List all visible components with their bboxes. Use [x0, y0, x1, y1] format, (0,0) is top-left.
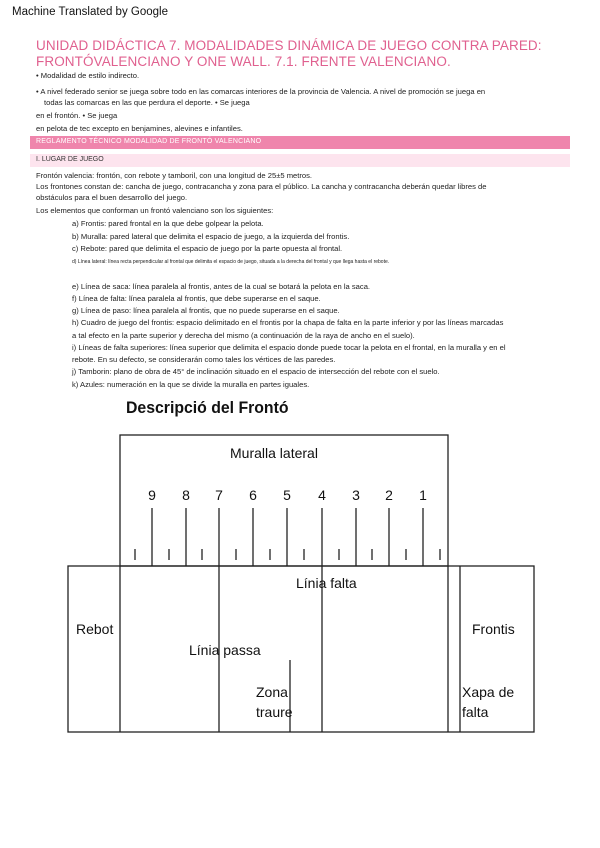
- list-item-j: j) Tamborin: plano de obra de 45° de inclinación situado en el espacio de intersección del rebote con el suelo.: [72, 367, 440, 376]
- paragraph-constan-line-2: obstáculos para el buen desarrollo del juego.: [36, 193, 188, 202]
- linia-passa-label: Línia passa: [189, 642, 261, 658]
- number-label: 2: [385, 487, 393, 503]
- paragraph-fronton: Frontón valencia: frontón, con rebote y tamboril, con una longitud de 25±5 metros.: [36, 171, 313, 180]
- falta-label: falta: [462, 704, 489, 720]
- xapa-label: Xapa de: [462, 684, 515, 700]
- zona-label: Zona: [256, 684, 288, 700]
- bullet-style: • Modalidad de estilo indirecto.: [36, 71, 140, 80]
- muralla-lateral-label: Muralla lateral: [230, 445, 318, 461]
- number-label: 5: [283, 487, 291, 503]
- linia-falta-label: Línia falta: [296, 575, 357, 591]
- list-item-b: b) Muralla: pared lateral que delimita el espacio de juego, a la izquierda del frontis.: [72, 232, 350, 241]
- number-label: 4: [318, 487, 326, 503]
- list-item-a: a) Frontis: pared frontal en la que debe golpear la pelota.: [72, 219, 264, 228]
- list-item-g: g) Línea de paso: línea paralela al frontis, que no puede superarse en el saque.: [72, 306, 340, 315]
- list-item-d: d) Línea lateral: línea recta perpendicular al frontal que delimita el espacio de juego, situada a la derecha del frontal y que llega hasta el rebote.: [72, 259, 390, 265]
- list-item-i-line-2: rebote. En su defecto, se considerarán como tales los vértices de las paredes.: [72, 355, 336, 364]
- list-item-h-line-2: a tal efecto en la parte superior y derecha del mismo (a continuación de la raya de ancho en el suelo).: [72, 331, 415, 340]
- paragraph-constan-line-1: Los frontones constan de: cancha de juego, contracancha y zona para el público. La cancha y contracancha deberán quedar libres de: [36, 182, 487, 191]
- bullet-federado-line-2: todas las comarcas en las que perdura el deporte. • Se juega: [44, 98, 250, 107]
- number-label: 9: [148, 487, 156, 503]
- list-item-i-line-1: i) Líneas de falta superiores: línea superior que delimita el espacio donde puede tocar la pelota en el frontal, en la muralla y en el: [72, 343, 506, 352]
- list-item-e: e) Línea de saca: línea paralela al frontis, antes de la cual se botará la pelota en la saca.: [72, 282, 371, 291]
- page-title-line-1: UNIDAD DIDÁCTICA 7. MODALIDADES DINÁMICA DE JUEGO CONTRA PARED:: [36, 38, 542, 53]
- list-item-f: f) Línea de falta: línea paralela al frontis, que debe superarse en el saque.: [72, 294, 321, 303]
- diagram-title: Descripció del Frontó: [126, 398, 289, 417]
- number-label: 3: [352, 487, 360, 503]
- bullet-federado-line-3: en el frontón. • Se juega: [36, 111, 118, 120]
- number-label: 1: [419, 487, 427, 503]
- number-label: 7: [215, 487, 223, 503]
- paragraph-elementos: Los elementos que conforman un frontó valenciano son los siguientes:: [36, 206, 274, 215]
- subsection-band-label: I. LUGAR DE JUEGO: [36, 156, 104, 163]
- rebot-label: Rebot: [76, 621, 114, 637]
- frontis-label: Frontis: [472, 621, 515, 637]
- list-item-k: k) Azules: numeración en la que se divide la muralla en partes iguales.: [72, 380, 310, 389]
- number-label: 8: [182, 487, 190, 503]
- page-title-line-2: FRONTÓVALENCIANO Y ONE WALL. 7.1. FRENTE VALENCIANO.: [36, 54, 451, 69]
- section-band-label: REGLAMENTO TÉCNICO MODALIDAD DE FRONTÓ VALENCIANO: [36, 138, 262, 145]
- number-label: 6: [249, 487, 257, 503]
- machine-translated-label: Machine Translated by Google: [12, 6, 168, 18]
- list-item-h-line-1: h) Cuadro de juego del frontis: espacio delimitado en el frontis por la chapa de falta en la parte inferior y por las líneas marcadas: [72, 318, 504, 327]
- traure-label: traure: [256, 704, 293, 720]
- bullet-federado-line-1: • A nivel federado senior se juega sobre todo en las comarcas interiores de la provincia de Valencia. A nivel de promoción se juega en: [36, 87, 486, 96]
- list-item-c: c) Rebote: pared que delimita el espacio de juego por la parte opuesta al frontal.: [72, 244, 343, 253]
- bullet-federado-line-4: en pelota de tec excepto en benjamines, alevines e infantiles.: [36, 124, 243, 133]
